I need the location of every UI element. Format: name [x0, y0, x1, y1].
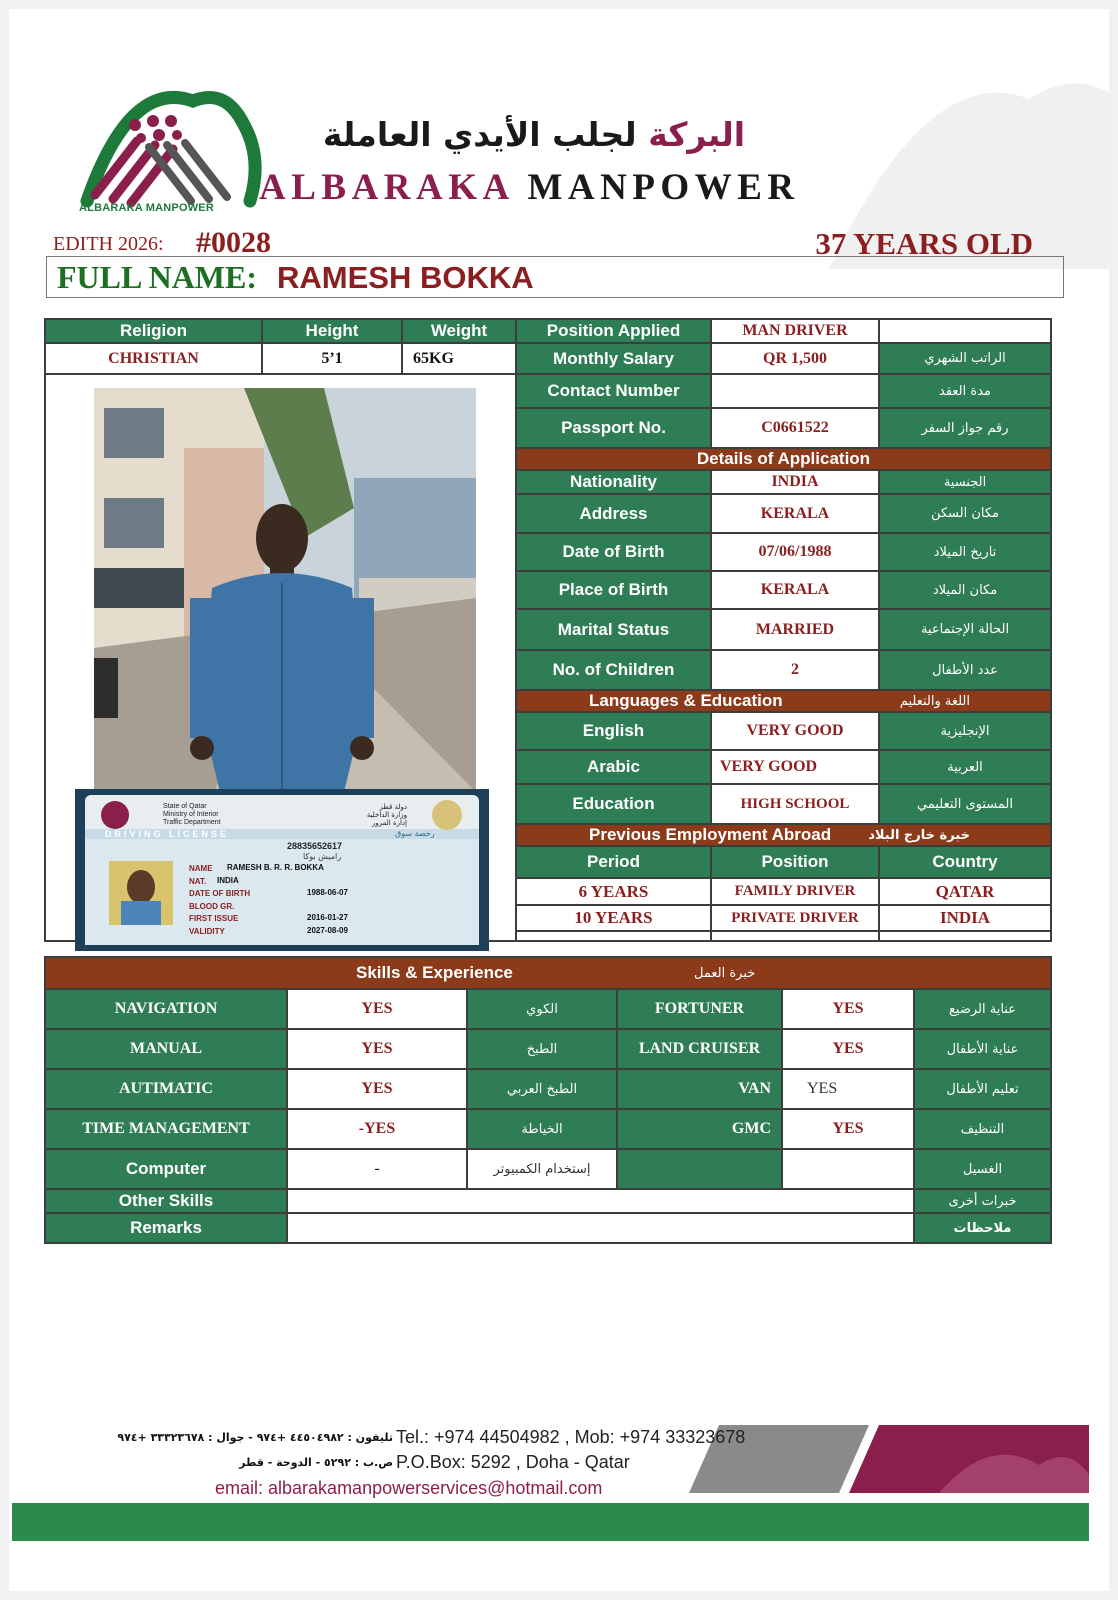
footer-pobox: P.O.Box: 5292 , Doha - Qatar [396, 1452, 630, 1472]
skill-navigation-value: YES [288, 990, 466, 1028]
position-applied-label: Position Applied [517, 320, 710, 342]
remarks-ar: ملاحظات [915, 1214, 1050, 1242]
contact-number-ar: مدة العقد [880, 375, 1050, 407]
brand-english-name [259, 166, 800, 209]
footer-pobox-ar: ص.ب : ٥٢٩٢ - الدوحة - قطر [239, 1456, 393, 1469]
skill-manual-value: YES [288, 1030, 466, 1068]
employment-empty-position [712, 932, 878, 940]
education-label: Education [517, 785, 710, 823]
employment-period-1: 6 YEARS [517, 879, 710, 904]
passport-label: Passport No. [517, 409, 710, 447]
skill-teaching-children-ar: تعليم الأطفال [915, 1070, 1050, 1108]
skill-empty-label [618, 1150, 781, 1188]
license-name-ar: راميش بوكا [303, 852, 342, 861]
skill-laundry-ar: الغسيل [915, 1150, 1050, 1188]
date-of-birth-ar: تاريخ الميلاد [880, 534, 1050, 570]
languages-title-ar: اللغة والتعليم [899, 693, 970, 709]
skills-section-title [46, 958, 1050, 988]
employment-section-title [517, 825, 1050, 845]
license-name: RAMESH B. R. R. BOKKA [227, 863, 324, 872]
remarks-label: Remarks [46, 1214, 286, 1242]
arabic-label: Arabic [517, 751, 710, 783]
weight-value: 65KG [403, 344, 515, 373]
skill-navigation-label: NAVIGATION [46, 990, 286, 1028]
country-header: Country [880, 847, 1050, 877]
skill-arabic-cooking-ar: الطبخ العربي [468, 1070, 616, 1108]
address-value: KERALA [712, 495, 878, 532]
license-name-label: NAME [189, 864, 213, 873]
education-ar: المستوى التعليمي [880, 785, 1050, 823]
children-ar: عدد الأطفال [880, 651, 1050, 689]
marital-status-label: Marital Status [517, 610, 710, 649]
license-nat-label: NAT. [189, 876, 207, 886]
languages-title: Languages & Education [589, 691, 783, 710]
skill-van-label: VAN [618, 1070, 781, 1108]
address-label: Address [517, 495, 710, 532]
skill-computer-label: Computer [46, 1150, 286, 1188]
english-value: VERY GOOD [712, 713, 878, 749]
date-of-birth-value: 07/06/1988 [712, 534, 878, 570]
reference-number: #0028 [196, 226, 271, 259]
nationality-ar: الجنسية [880, 471, 1050, 493]
skill-gmc-label: GMC [618, 1110, 781, 1148]
height-header: Height [263, 320, 401, 342]
religion-value: CHRISTIAN [46, 344, 261, 373]
brand-arabic-part1: البركة [648, 115, 746, 154]
skill-time-management-value: -YES [288, 1110, 466, 1148]
employment-title-ar: خبرة خارج البلاد [868, 827, 970, 843]
license-validity: 2027-08-09 [307, 925, 348, 935]
license-ministry: Ministry of Interior [163, 811, 219, 818]
nationality-label: Nationality [517, 471, 710, 493]
brand-english-part1: ALBARAKA [259, 167, 513, 208]
passport-value: C0661522 [712, 409, 878, 447]
skill-automatic-label: AUTIMATIC [46, 1070, 286, 1108]
employment-country-1: QATAR [880, 879, 1050, 904]
age-label: 37 YEARS OLD [815, 226, 1033, 261]
skill-land-cruiser-label: LAND CRUISER [618, 1030, 781, 1068]
license-validity-label: VALIDITY [189, 926, 225, 936]
brand-arabic-name [249, 115, 819, 154]
skill-gmc-value: YES [783, 1110, 913, 1148]
employment-country-2: INDIA [880, 906, 1050, 930]
employment-position-1: FAMILY DRIVER [712, 879, 878, 904]
other-skills-ar: خبرات أخرى [915, 1190, 1050, 1212]
driving-license-card [75, 789, 489, 951]
monthly-salary-value: QR 1,500 [712, 344, 878, 373]
license-ministry-ar: وزارة الداخلية [366, 811, 407, 819]
skill-fortuner-value: YES [783, 990, 913, 1028]
logo-caption: ALBARAKA MANPOWER [79, 202, 214, 214]
license-department-ar: إدارة المرور [371, 819, 407, 827]
marital-status-value: MARRIED [712, 610, 878, 649]
skill-automatic-value: YES [288, 1070, 466, 1108]
skill-computer-ar: إستخدام الكمبيوتر [468, 1150, 616, 1188]
position-applied-ar [880, 320, 1050, 342]
children-label: No. of Children [517, 651, 710, 689]
employment-empty-period [517, 932, 710, 940]
arabic-value: VERY GOOD [712, 751, 878, 783]
footer-phone-ar: تليفون : ٤٤٥٠٤٩٨٢ +٩٧٤ - جوال : ٣٣٣٢٣٦٧٨ +٩٧٤ [117, 1431, 393, 1444]
skill-sewing-ar: الخياطة [468, 1110, 616, 1148]
skills-title-ar: خبرة العمل [694, 965, 756, 981]
candidate-photo [94, 388, 476, 792]
education-value: HIGH SCHOOL [712, 785, 878, 823]
position-header: Position [712, 847, 878, 877]
brand-english-part2: MANPOWER [527, 167, 800, 208]
footer-banner-graphic [689, 1425, 1089, 1493]
employment-empty-country [880, 932, 1050, 940]
height-value: 5’1 [263, 344, 401, 373]
weight-header: Weight [403, 320, 515, 342]
license-blood-label: BLOOD GR. [189, 901, 235, 911]
skill-child-care-ar: عناية الأطفال [915, 1030, 1050, 1068]
cv-page [9, 9, 1109, 1591]
monthly-salary-label: Monthly Salary [517, 344, 710, 373]
place-of-birth-value: KERALA [712, 572, 878, 608]
skill-time-management-label: TIME MANAGEMENT [46, 1110, 286, 1148]
license-dob-label: DATE OF BIRTH [189, 889, 251, 898]
license-number: 28835652617 [287, 841, 343, 851]
skill-van-value: YES [783, 1070, 913, 1108]
footer-email: email: albarakamanpowerservices@hotmail.com [215, 1478, 603, 1498]
religion-header: Religion [46, 320, 261, 342]
marital-status-ar: الحالة الإجتماعية [880, 610, 1050, 649]
license-department: Traffic Department [163, 819, 221, 826]
skill-computer-value: - [288, 1150, 466, 1188]
license-issue-label: FIRST ISSUE [189, 914, 239, 923]
skill-empty-value [783, 1150, 913, 1188]
other-skills-value [288, 1190, 913, 1212]
license-issue: 2016-01-27 [307, 913, 348, 922]
license-state: State of Qatar [163, 803, 207, 810]
skill-land-cruiser-value: YES [783, 1030, 913, 1068]
brand-arabic-part2: لجلب الأيدي العاملة [322, 115, 637, 154]
period-header: Period [517, 847, 710, 877]
english-label: English [517, 713, 710, 749]
contact-number-label: Contact Number [517, 375, 710, 407]
monthly-salary-ar: الراتب الشهري [880, 344, 1050, 373]
full-name-label: FULL NAME: [57, 259, 257, 295]
employment-title: Previous Employment Abroad [589, 825, 832, 844]
footer-green-bar [12, 1503, 1089, 1541]
passport-ar: رقم جواز السفر [880, 409, 1050, 447]
footer-phone: Tel.: +974 44504982 , Mob: +974 33323678 [396, 1427, 746, 1447]
place-of-birth-label: Place of Birth [517, 572, 710, 608]
employment-period-2: 10 YEARS [517, 906, 710, 930]
skill-ironing-ar: الكوي [468, 990, 616, 1028]
position-applied-value: MAN DRIVER [712, 320, 878, 342]
employment-position-2: PRIVATE DRIVER [712, 906, 878, 930]
skills-title: Skills & Experience [356, 963, 513, 982]
skill-cleaning-ar: التنظيف [915, 1110, 1050, 1148]
skill-cooking-ar: الطبخ [468, 1030, 616, 1068]
remarks-value [288, 1214, 913, 1242]
address-ar: مكان السكن [880, 495, 1050, 532]
edition-label: EDITH 2026: [53, 233, 164, 255]
skill-manual-label: MANUAL [46, 1030, 286, 1068]
nationality-value: INDIA [712, 471, 878, 493]
skill-infant-care-ar: عناية الرضيع [915, 990, 1050, 1028]
english-ar: الإنجليزية [880, 713, 1050, 749]
contact-number-value [712, 375, 878, 407]
full-name-value: RAMESH BOKKA [277, 260, 534, 295]
arabic-ar: العربية [880, 751, 1050, 783]
details-section-title: Details of Application [517, 449, 1050, 469]
license-title: DRIVING LICENSE [105, 829, 230, 839]
skill-fortuner-label: FORTUNER [618, 990, 781, 1028]
languages-section-title [517, 691, 1050, 711]
date-of-birth-label: Date of Birth [517, 534, 710, 570]
full-name-box [46, 256, 1064, 298]
license-title-ar: رخصة سوق [395, 829, 435, 838]
children-value: 2 [712, 651, 878, 689]
license-dob: 1988-06-07 [307, 888, 348, 897]
license-nat: INDIA [217, 875, 239, 885]
license-state-ar: دولة قطر [379, 803, 407, 811]
place-of-birth-ar: مكان الميلاد [880, 572, 1050, 608]
other-skills-label: Other Skills [46, 1190, 286, 1212]
